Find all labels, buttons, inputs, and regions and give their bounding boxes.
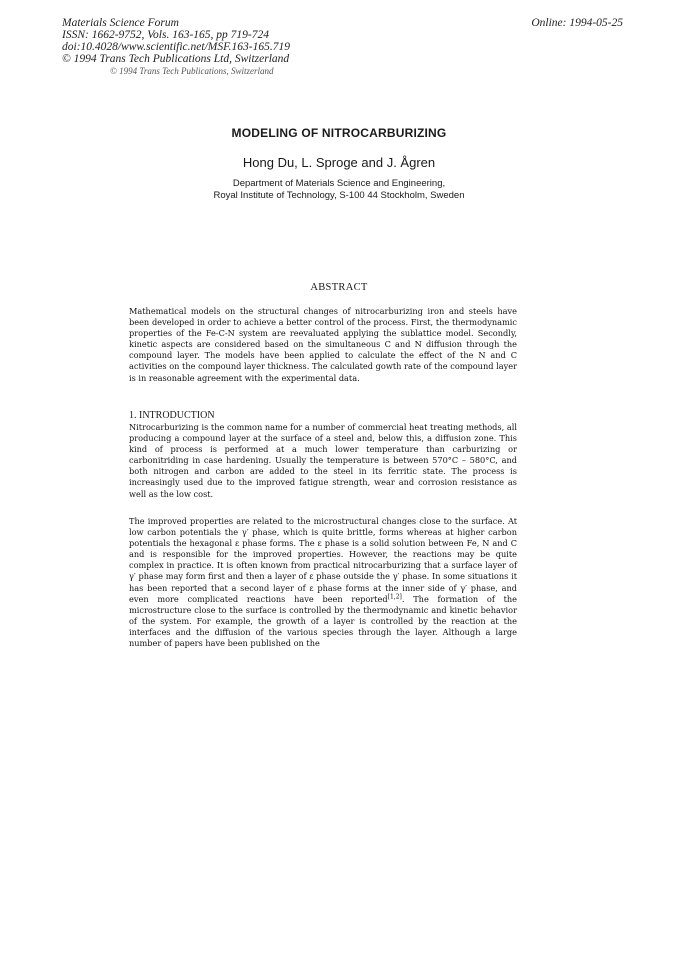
online-date: Online: 1994-05-25	[531, 17, 623, 29]
introduction-heading: 1. INTRODUCTION	[129, 410, 215, 421]
affiliation-line-2: Royal Institute of Technology, S-100 44 Stockholm, Sweden	[213, 190, 465, 201]
paper-title: MODELING OF NITROCARBURIZING	[231, 126, 447, 140]
publication-metadata	[62, 17, 362, 65]
abstract-paragraph: Mathematical models on the structural changes of nitrocarburizing iron and steels have been developed in order to achieve a better control of the process. First, the thermodynamic properties of the Fe-C-N system are reevaluated applying the sublattice model. Secondly, kinetic aspects are considered based on the simultaneous C and N diffusion through the compound layer. The models have been applied to calculate the effect of the N and C activities on the compound layer thickness. The calculated gowth rate of the compound layer is in reasonable agreement with the experimental data.	[129, 306, 517, 383]
affiliation	[0, 178, 678, 202]
journal-name: Materials Science Forum	[62, 17, 179, 29]
abstract-text	[129, 306, 517, 384]
copyright-line: © 1994 Trans Tech Publications Ltd, Switzerland	[62, 53, 290, 65]
intro-paragraph-1-text: Nitrocarburizing is the common name for a number of commercial heat treating methods, all producing a compound layer at the surface of a steel and, below this, a diffusion zone. This kind of process is performed at a much lower temperature than carburizing or carbonitriding in case hardening. Usually the temperature is between 570°C – 580°C, and both nitrogen and carbon are added to the steel in its ferritic state. The process is increasingly used due to the improved fatigue strength, wear and corrosion resistance as well as the low cost.	[129, 422, 517, 499]
introduction-paragraph-1	[129, 422, 517, 500]
affiliation-line-1: Department of Materials Science and Engineering,	[232, 178, 446, 189]
abstract-heading: ABSTRACT	[310, 282, 368, 293]
paper-authors: Hong Du, L. Sproge and J. Ågren	[242, 155, 436, 170]
doi-line: doi:10.4028/www.scientific.net/MSF.163-165.719	[62, 41, 290, 53]
intro-paragraph-2-part-a: The improved properties are related to the microstructural changes close to the surface. At low carbon potentials the γ′ phase, which is quite brittle, forms whereas at higher carbon potentials the hexagonal ε phase forms. The ε phase is a solid solution between Fe, N and C and is responsible for the improved properties. However, the reactions may be quite complex in practice. It is often known from practical nitrocarburizing that a surface layer of γ′ phase may form first and then a layer of ε phase outside the γ′ phase. In some situations it has been reported that a second layer of ε phase forms at the inner side of γ′ phase, and even more complicated reactions have been reported	[129, 516, 517, 604]
citation-reference: [1,2]	[387, 592, 402, 600]
intro-paragraph-2-part-b: . The formation of the microstructure close to the surface is controlled by the thermodynamic and kinetic behavior of the system. For example, the growth of a layer is controlled by the reaction at the interfaces and the diffusion of the various species through the layer. Although a large number of papers have been published on the	[129, 593, 517, 649]
intro-paragraph-2-text	[129, 516, 517, 649]
introduction-paragraph-2	[129, 516, 517, 649]
underlying-copyright: © 1994 Trans Tech Publications, Switzerland	[110, 66, 274, 76]
issn-line: ISSN: 1662-9752, Vols. 163-165, pp 719-724	[62, 29, 269, 41]
